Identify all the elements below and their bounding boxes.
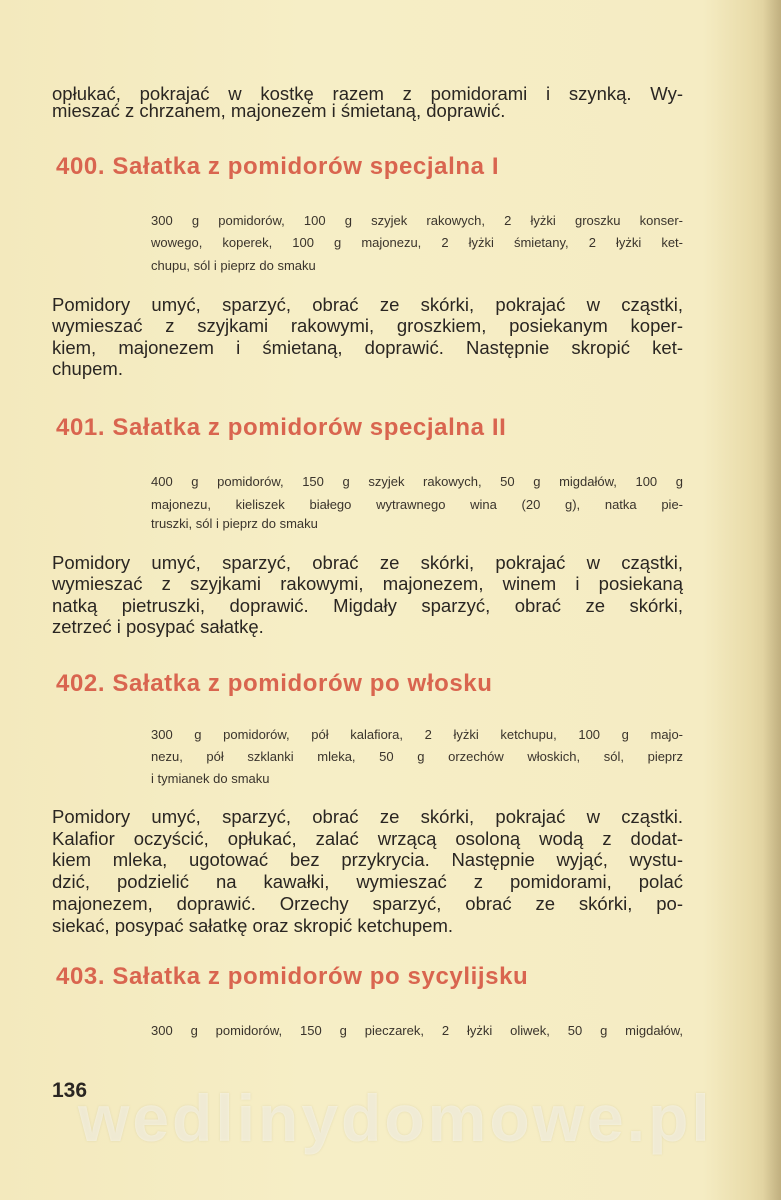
method-text-line: majonezem, doprawić. Orzechy sparzyć, obrać ze skórki, po- [52,893,683,914]
method-text-line: wymieszać z szyjkami rakowymi, groszkiem, posiekanym koper- [52,315,683,336]
intro-text-line: opłukać, pokrajać w kostkę razem z pomidorami i szynką. Wy- [52,83,683,104]
recipe-title: 403. Sałatka z pomidorów po sycylijsku [56,963,529,990]
method-text-line: wymieszać z szyjkami rakowymi, majonezem, winem i posiekaną [52,573,683,594]
ingredients-line: majonezu, kieliszek białego wytrawnego wina (20 g), natka pie- [151,497,683,512]
method-text-line: Pomidory umyć, sparzyć, obrać ze skórki, pokrajać w cząstki. [52,806,683,827]
method-text-line: Pomidory umyć, sparzyć, obrać ze skórki, pokrajać w cząstki, [52,294,683,315]
ingredients-line: 300 g pomidorów, 150 g pieczarek, 2 łyżki oliwek, 50 g migdałów, [151,1023,683,1038]
method-text-line: Pomidory umyć, sparzyć, obrać ze skórki, pokrajać w cząstki, [52,552,683,573]
ingredients-line: 300 g pomidorów, 100 g szyjek rakowych, 2 łyżki groszku konser- [151,213,683,228]
watermark: wedlinydomowe.pl [78,1081,713,1155]
method-text-line: zetrzeć i posypać sałatkę. [52,616,264,637]
recipe-title: 402. Sałatka z pomidorów po włosku [56,670,493,697]
page-edge-shadow [763,0,781,1200]
method-text-line: chupem. [52,358,123,379]
ingredients-line: i tymianek do smaku [151,771,270,786]
method-text-line: dzić, podzielić na kawałki, wymieszać z pomidorami, polać [52,871,683,892]
method-text-line: kiem mleka, ugotować bez przykrycia. Następnie wyjąć, wystu- [52,849,683,870]
recipe-title: 400. Sałatka z pomidorów specjalna I [56,153,500,180]
ingredients-line: 400 g pomidorów, 150 g szyjek rakowych, 50 g migdałów, 100 g [151,474,683,489]
method-text-line: siekać, posypać sałatkę oraz skropić ketchupem. [52,915,454,936]
ingredients-line: chupu, sól i pieprz do smaku [151,258,316,273]
method-text-line: kiem, majonezem i śmietaną, doprawić. Następnie skropić ket- [52,337,683,358]
ingredients-line: nezu, pół szklanki mleka, 50 g orzechów włoskich, sól, pieprz [151,749,683,764]
ingredients-line: 300 g pomidorów, pół kalafiora, 2 łyżki ketchupu, 100 g majo- [151,727,683,742]
ingredients-line: truszki, sól i pieprz do smaku [151,516,318,531]
ingredients-line: wowego, koperek, 100 g majonezu, 2 łyżki śmietany, 2 łyżki ket- [151,235,683,250]
recipe-title: 401. Sałatka z pomidorów specjalna II [56,414,507,441]
page-number: 136 [52,1079,88,1102]
method-text-line: Kalafior oczyścić, opłukać, zalać wrzącą osoloną wodą z dodat- [52,828,683,849]
method-text-line: natką pietruszki, doprawić. Migdały sparzyć, obrać ze skórki, [52,595,683,616]
intro-text-line: mieszać z chrzanem, majonezem i śmietaną, doprawić. [52,100,506,121]
